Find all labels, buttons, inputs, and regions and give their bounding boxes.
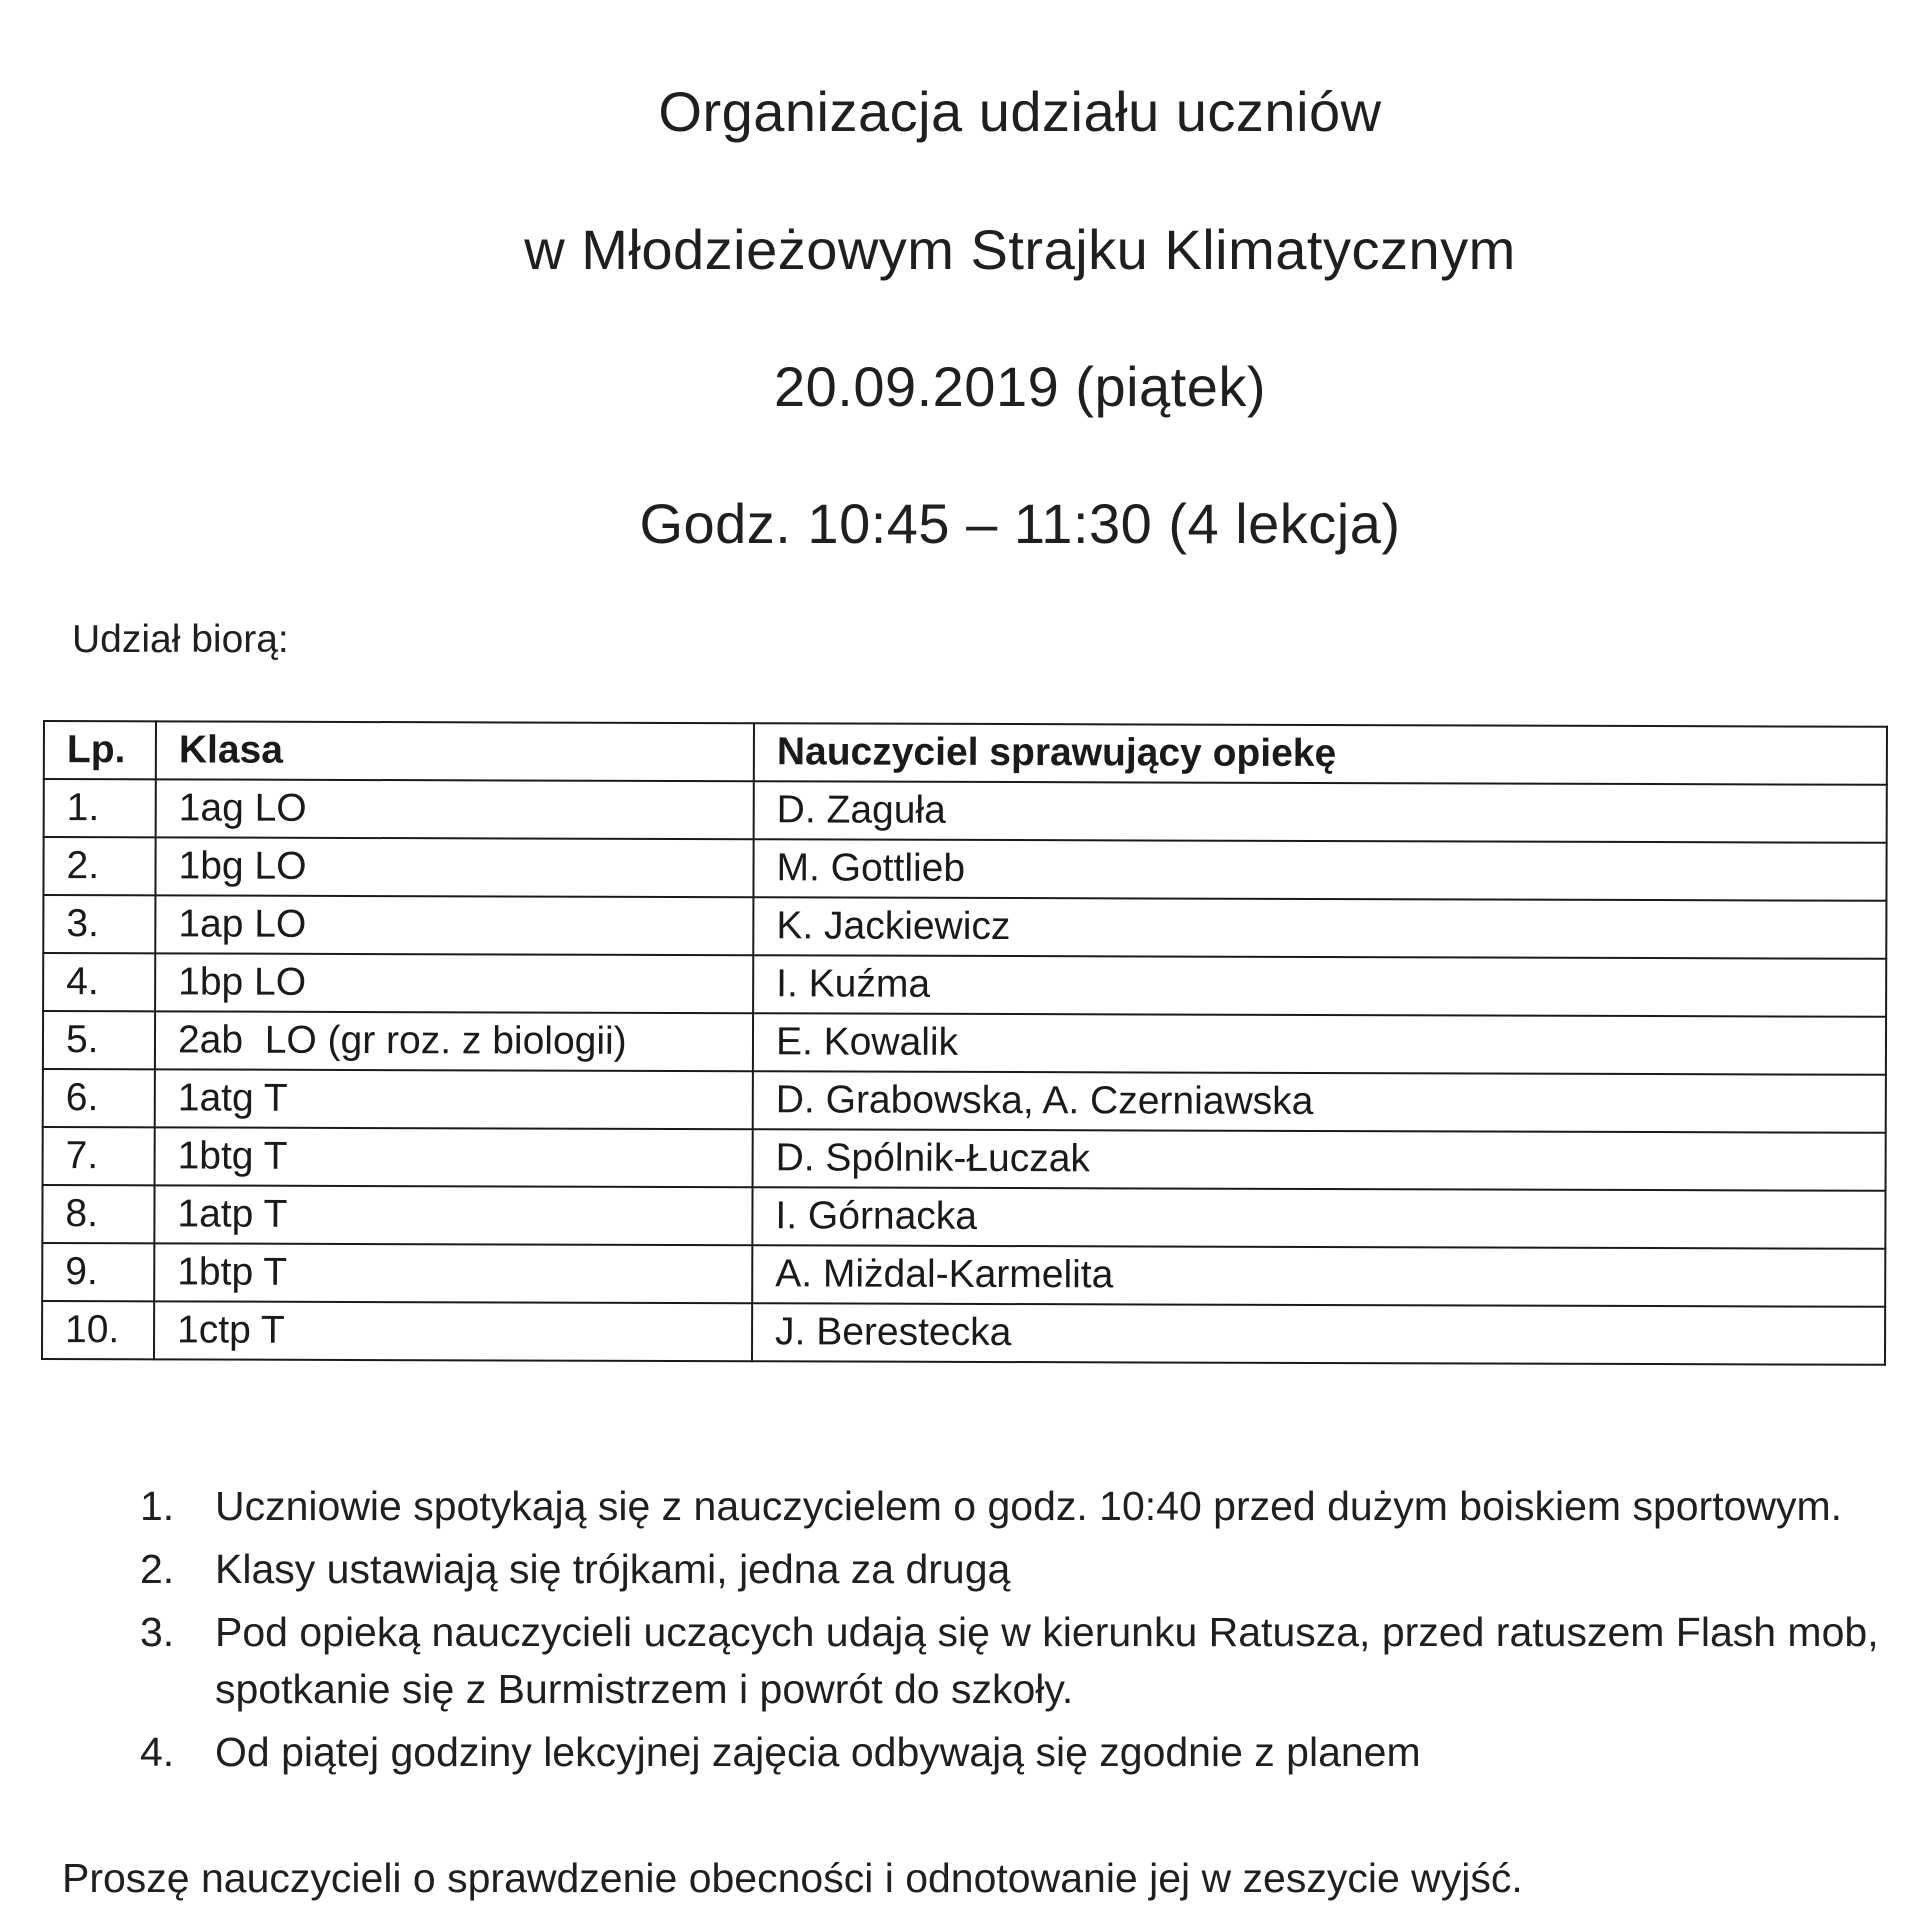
cell-lp: 6.	[43, 1069, 155, 1127]
list-item-number: 4.	[140, 1729, 175, 1775]
title-time: Godz. 10:45 – 11:30 (4 lekcja)	[639, 492, 1401, 555]
cell-lp: 4.	[43, 953, 155, 1011]
list-item	[140, 1478, 1900, 1535]
table-row	[43, 1069, 1886, 1133]
table-row	[42, 1185, 1885, 1249]
cell-lp: 10.	[42, 1301, 154, 1359]
header-lp: Lp.	[44, 721, 156, 779]
cell-klasa: 1bg LO	[155, 837, 753, 897]
table-row	[44, 779, 1887, 843]
cell-klasa: 1ctp T	[154, 1301, 752, 1361]
closing-note: Proszę nauczycieli o sprawdzenie obecności i odnotowanie jej w zeszycie wyjść.	[62, 1855, 1523, 1901]
participants-intro: Udział biorą:	[72, 618, 289, 661]
cell-nauczyciel: D. Zaguła	[754, 781, 1887, 843]
table-row	[43, 895, 1886, 959]
cell-lp: 9.	[42, 1243, 154, 1301]
list-item	[140, 1604, 1900, 1718]
cell-klasa: 1bp LO	[155, 953, 753, 1013]
list-item-number: 2.	[140, 1546, 175, 1592]
header-klasa: Klasa	[156, 721, 754, 781]
list-item-number: 3.	[140, 1609, 175, 1655]
cell-nauczyciel: M. Gottlieb	[753, 839, 1886, 901]
list-item-text: Uczniowie spotykają się z nauczycielem o godz. 10:40 przed dużym boiskiem sportowym.	[215, 1483, 1843, 1529]
title-line-1: Organizacja udziału uczniów	[658, 80, 1382, 143]
cell-klasa: 1atp T	[154, 1185, 752, 1245]
cell-nauczyciel: I. Górnacka	[752, 1187, 1885, 1249]
title-line-2: w Młodzieżowym Strajku Klimatycznym	[524, 218, 1516, 281]
cell-nauczyciel: I. Kuźma	[753, 955, 1886, 1017]
cell-lp: 2.	[43, 837, 155, 895]
cell-lp: 7.	[43, 1127, 155, 1185]
list-item-text: Od piątej godziny lekcyjnej zajęcia odbywają się zgodnie z planem	[215, 1729, 1421, 1775]
cell-klasa: 1atg T	[155, 1069, 753, 1129]
table-header-row	[44, 721, 1887, 785]
table-row	[43, 837, 1886, 901]
cell-klasa: 2ab LO (gr roz. z biologii)	[155, 1011, 753, 1071]
list-item-text: Klasy ustawiają się trójkami, jedna za drugą	[215, 1546, 1011, 1592]
list-item-text: Pod opieką nauczycieli uczących udają się w kierunku Ratusza, przed ratuszem Flash mob, spotkanie się z Burmistrzem i powrót do szkoły.	[215, 1609, 1879, 1712]
cell-klasa: 1ap LO	[155, 895, 753, 955]
cell-lp: 3.	[43, 895, 155, 953]
cell-nauczyciel: D. Grabowska, A. Czerniawska	[753, 1071, 1886, 1133]
cell-nauczyciel: J. Berestecka	[752, 1303, 1885, 1365]
cell-nauczyciel: A. Miżdal-Karmelita	[752, 1245, 1885, 1307]
table-row	[43, 1011, 1886, 1075]
cell-lp: 5.	[43, 1011, 155, 1069]
list-item	[140, 1724, 1900, 1781]
cell-klasa: 1btg T	[155, 1127, 753, 1187]
table-row	[43, 1127, 1886, 1191]
list-item	[140, 1541, 1900, 1598]
list-item-number: 1.	[140, 1483, 175, 1529]
cell-lp: 1.	[44, 779, 156, 837]
instructions-list	[140, 1478, 1900, 1787]
cell-nauczyciel: D. Spólnik-Łuczak	[753, 1129, 1886, 1191]
cell-lp: 8.	[42, 1185, 154, 1243]
title-date: 20.09.2019 (piątek)	[773, 355, 1267, 418]
table-row	[42, 1301, 1885, 1365]
cell-nauczyciel: E. Kowalik	[753, 1013, 1886, 1075]
cell-klasa: 1ag LO	[156, 779, 754, 839]
header-nauczyciel: Nauczyciel sprawujący opiekę	[754, 723, 1887, 785]
participants-table	[41, 720, 1888, 1366]
table-row	[42, 1243, 1885, 1307]
cell-nauczyciel: K. Jackiewicz	[753, 897, 1886, 959]
cell-klasa: 1btp T	[154, 1243, 752, 1303]
table-row	[43, 953, 1886, 1017]
